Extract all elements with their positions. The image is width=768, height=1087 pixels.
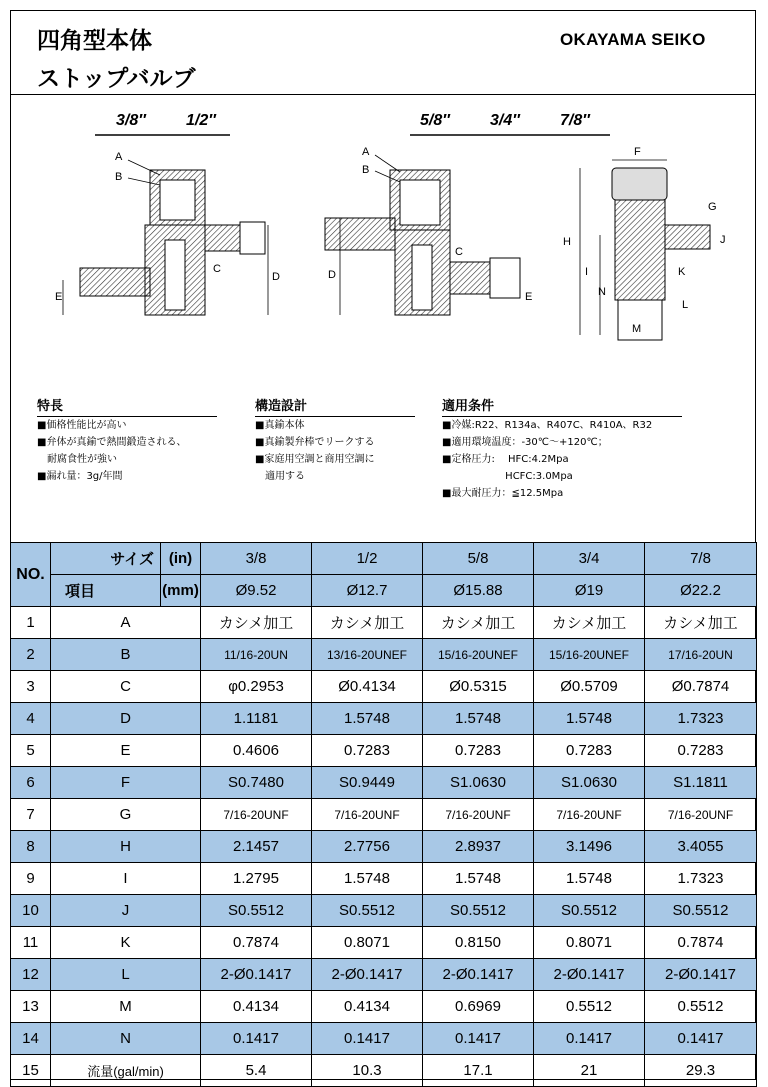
table-row [11, 1023, 757, 1055]
size-mm-header: Ø15.88 [423, 575, 534, 607]
row-value: 0.4134 [312, 991, 423, 1023]
row-value: 2-Ø0.1417 [423, 959, 534, 991]
row-value: 2.1457 [201, 831, 312, 863]
row-number: 10 [11, 895, 51, 927]
row-value: カシメ加工 [201, 607, 312, 639]
right-label-n: N [598, 286, 606, 298]
size-in-header: 3/4 [534, 543, 645, 575]
conditions-block [442, 398, 682, 502]
row-value: 5.4 [201, 1055, 312, 1087]
row-number: 5 [11, 735, 51, 767]
row-item: N [51, 1023, 201, 1055]
table-row [11, 799, 757, 831]
row-value: 0.5512 [645, 991, 757, 1023]
row-value: 0.1417 [534, 1023, 645, 1055]
row-value: 21 [534, 1055, 645, 1087]
row-value: カシメ加工 [645, 607, 757, 639]
size-header-label: サイズ [110, 551, 154, 568]
row-value: 1.7323 [645, 863, 757, 895]
conditions-title: 適用条件 [442, 398, 682, 417]
row-value: 3.4055 [645, 831, 757, 863]
left-label-b: B [115, 171, 123, 183]
conditions-item: ■最大耐圧力：≦12.5Mpa [442, 488, 564, 499]
row-item: I [51, 863, 201, 895]
row-number: 11 [11, 927, 51, 959]
row-number: 2 [11, 639, 51, 671]
structure-block [255, 398, 415, 485]
brand-name: OKAYAMA SEIKO [560, 30, 706, 49]
table-row [11, 927, 757, 959]
row-number: 13 [11, 991, 51, 1023]
table-row [11, 959, 757, 991]
middle-label-e: E [525, 291, 533, 303]
row-value: 0.4134 [201, 991, 312, 1023]
size-in-header: 1/2 [312, 543, 423, 575]
item-header: 項目 [51, 575, 161, 607]
row-value: 1.5748 [534, 703, 645, 735]
size-mm-header: Ø19 [534, 575, 645, 607]
row-number: 6 [11, 767, 51, 799]
table-row [11, 671, 757, 703]
row-value: 1.1181 [201, 703, 312, 735]
row-value: S1.1811 [645, 767, 757, 799]
row-value: 0.1417 [645, 1023, 757, 1055]
middle-size-label-2: 3/4″ [490, 112, 520, 129]
row-value: 0.8071 [312, 927, 423, 959]
row-item: B [51, 639, 201, 671]
size-mm-header: Ø12.7 [312, 575, 423, 607]
row-value: S1.0630 [534, 767, 645, 799]
size-in-header: 7/8 [645, 543, 757, 575]
table-row [11, 1055, 757, 1087]
row-item: C [51, 671, 201, 703]
row-value: 2.7756 [312, 831, 423, 863]
row-value: 2-Ø0.1417 [201, 959, 312, 991]
title-line-1: 四角型本体 [37, 28, 152, 54]
right-label-k: K [678, 266, 686, 278]
middle-label-c: C [455, 246, 463, 258]
row-value: 1.2795 [201, 863, 312, 895]
features-item: ■価格性能比が高い [37, 420, 127, 431]
row-item: 流量(gal/min) [51, 1055, 201, 1087]
structure-item: 適用する [255, 471, 305, 482]
row-item: M [51, 991, 201, 1023]
in-unit-header: (in) [161, 543, 201, 575]
features-item: 耐腐食性が強い [37, 454, 117, 465]
row-number: 4 [11, 703, 51, 735]
right-label-l: L [682, 299, 689, 311]
row-value: 0.7283 [645, 735, 757, 767]
row-value: 7/16-20UNF [423, 799, 534, 831]
row-item: J [51, 895, 201, 927]
row-value: 1.5748 [312, 863, 423, 895]
size-mm-header: Ø9.52 [201, 575, 312, 607]
row-value: 0.1417 [312, 1023, 423, 1055]
table-header-row [11, 543, 757, 575]
row-value: 1.5748 [423, 863, 534, 895]
features-item: ■弁体が真鍮で熱間鍛造される、 [37, 437, 187, 448]
size-mm-header: Ø22.2 [645, 575, 757, 607]
row-value: 17/16-20UN [645, 639, 757, 671]
row-value: 2-Ø0.1417 [312, 959, 423, 991]
row-value: S0.9449 [312, 767, 423, 799]
left-valve-drawing [55, 151, 280, 315]
row-value: 1.5748 [534, 863, 645, 895]
row-number: 15 [11, 1055, 51, 1087]
right-label-j: J [720, 234, 726, 246]
table-row [11, 639, 757, 671]
row-number: 8 [11, 831, 51, 863]
conditions-item: ■適用環境温度：-30℃～+120℃； [442, 437, 608, 448]
row-item: A [51, 607, 201, 639]
row-value: S1.0630 [423, 767, 534, 799]
row-number: 1 [11, 607, 51, 639]
row-value: 29.3 [645, 1055, 757, 1087]
row-item: E [51, 735, 201, 767]
row-value: 0.6969 [423, 991, 534, 1023]
row-value: 0.7283 [423, 735, 534, 767]
structure-item: ■真鍮製弁棒でリークする [255, 437, 375, 448]
right-valve-drawing [563, 146, 726, 340]
table-row [11, 895, 757, 927]
row-value: 0.8150 [423, 927, 534, 959]
structure-title: 構造設計 [255, 398, 415, 417]
structure-item: ■真鍮本体 [255, 420, 305, 431]
row-value: 7/16-20UNF [534, 799, 645, 831]
row-item: D [51, 703, 201, 735]
row-value: カシメ加工 [312, 607, 423, 639]
row-value: 0.7283 [534, 735, 645, 767]
row-number: 9 [11, 863, 51, 895]
row-value: 0.8071 [534, 927, 645, 959]
middle-label-a: A [362, 146, 370, 158]
left-size-label-1: 3/8″ [116, 112, 146, 129]
left-size-label-2: 1/2″ [186, 112, 216, 129]
row-value: φ0.2953 [201, 671, 312, 703]
row-value: 1.5748 [312, 703, 423, 735]
row-value: 13/16-20UNEF [312, 639, 423, 671]
row-number: 12 [11, 959, 51, 991]
right-label-m: M [632, 323, 642, 335]
left-label-a: A [115, 151, 123, 163]
row-value: 0.5512 [534, 991, 645, 1023]
no-header: NO. [11, 543, 51, 607]
row-value: 0.1417 [423, 1023, 534, 1055]
size-header [51, 543, 161, 575]
valve-drawings [0, 0, 768, 400]
structure-item: ■家庭用空調と商用空調に [255, 454, 375, 465]
middle-size-label-3: 7/8″ [560, 112, 590, 129]
row-value: 3.1496 [534, 831, 645, 863]
middle-valve-drawing [325, 146, 532, 315]
row-value: カシメ加工 [534, 607, 645, 639]
row-item: H [51, 831, 201, 863]
row-value: 15/16-20UNEF [534, 639, 645, 671]
row-value: Ø0.5315 [423, 671, 534, 703]
row-value: 2.8937 [423, 831, 534, 863]
row-item: F [51, 767, 201, 799]
row-value: カシメ加工 [423, 607, 534, 639]
row-value: Ø0.5709 [534, 671, 645, 703]
table-row [11, 991, 757, 1023]
row-value: 0.4606 [201, 735, 312, 767]
row-value: S0.5512 [201, 895, 312, 927]
row-value: 0.1417 [201, 1023, 312, 1055]
row-value: 2-Ø0.1417 [534, 959, 645, 991]
right-label-g: G [708, 201, 717, 213]
middle-size-label-1: 5/8″ [420, 112, 450, 129]
left-label-e: E [55, 291, 63, 303]
conditions-item: HCFC:3.0Mpa [442, 471, 573, 482]
row-number: 3 [11, 671, 51, 703]
table-row [11, 831, 757, 863]
table-row [11, 767, 757, 799]
row-value: Ø0.7874 [645, 671, 757, 703]
row-item: G [51, 799, 201, 831]
row-value: 0.7283 [312, 735, 423, 767]
row-number: 14 [11, 1023, 51, 1055]
middle-label-d: D [328, 269, 336, 281]
row-value: 0.7874 [645, 927, 757, 959]
row-value: S0.5512 [645, 895, 757, 927]
row-value: S0.5512 [423, 895, 534, 927]
row-value: 1.5748 [423, 703, 534, 735]
table-row [11, 863, 757, 895]
row-value: 15/16-20UNEF [423, 639, 534, 671]
row-value: 7/16-20UNF [645, 799, 757, 831]
row-value: S0.5512 [312, 895, 423, 927]
row-value: 0.7874 [201, 927, 312, 959]
right-label-i: I [585, 266, 589, 278]
right-label-h: H [563, 236, 571, 248]
features-block [37, 398, 217, 485]
row-value: 10.3 [312, 1055, 423, 1087]
row-value: 7/16-20UNF [312, 799, 423, 831]
conditions-item: ■冷媒:R22、R134a、R407C、R410A、R32 [442, 420, 653, 431]
row-value: 17.1 [423, 1055, 534, 1087]
table-header-row [11, 575, 757, 607]
table-row [11, 607, 757, 639]
row-value: S0.7480 [201, 767, 312, 799]
mm-unit-header: (mm) [161, 575, 201, 607]
right-label-f: F [634, 146, 641, 158]
row-item: L [51, 959, 201, 991]
features-title: 特長 [37, 398, 217, 417]
row-value: 1.7323 [645, 703, 757, 735]
size-in-header: 3/8 [201, 543, 312, 575]
spec-table [10, 542, 757, 1087]
table-row [11, 703, 757, 735]
conditions-item: ■定格圧力: HFC:4.2Mpa [442, 454, 569, 465]
middle-label-b: B [362, 164, 370, 176]
size-in-header: 5/8 [423, 543, 534, 575]
left-label-d: D [272, 271, 280, 283]
table-row [11, 735, 757, 767]
row-value: Ø0.4134 [312, 671, 423, 703]
row-value: 2-Ø0.1417 [645, 959, 757, 991]
title-line-2: ストップバルブ [37, 66, 196, 92]
row-number: 7 [11, 799, 51, 831]
row-item: K [51, 927, 201, 959]
row-value: S0.5512 [534, 895, 645, 927]
row-value: 7/16-20UNF [201, 799, 312, 831]
left-label-c: C [213, 263, 221, 275]
features-item: ■漏れ量：3g/年間 [37, 471, 123, 482]
row-value: 11/16-20UN [201, 639, 312, 671]
